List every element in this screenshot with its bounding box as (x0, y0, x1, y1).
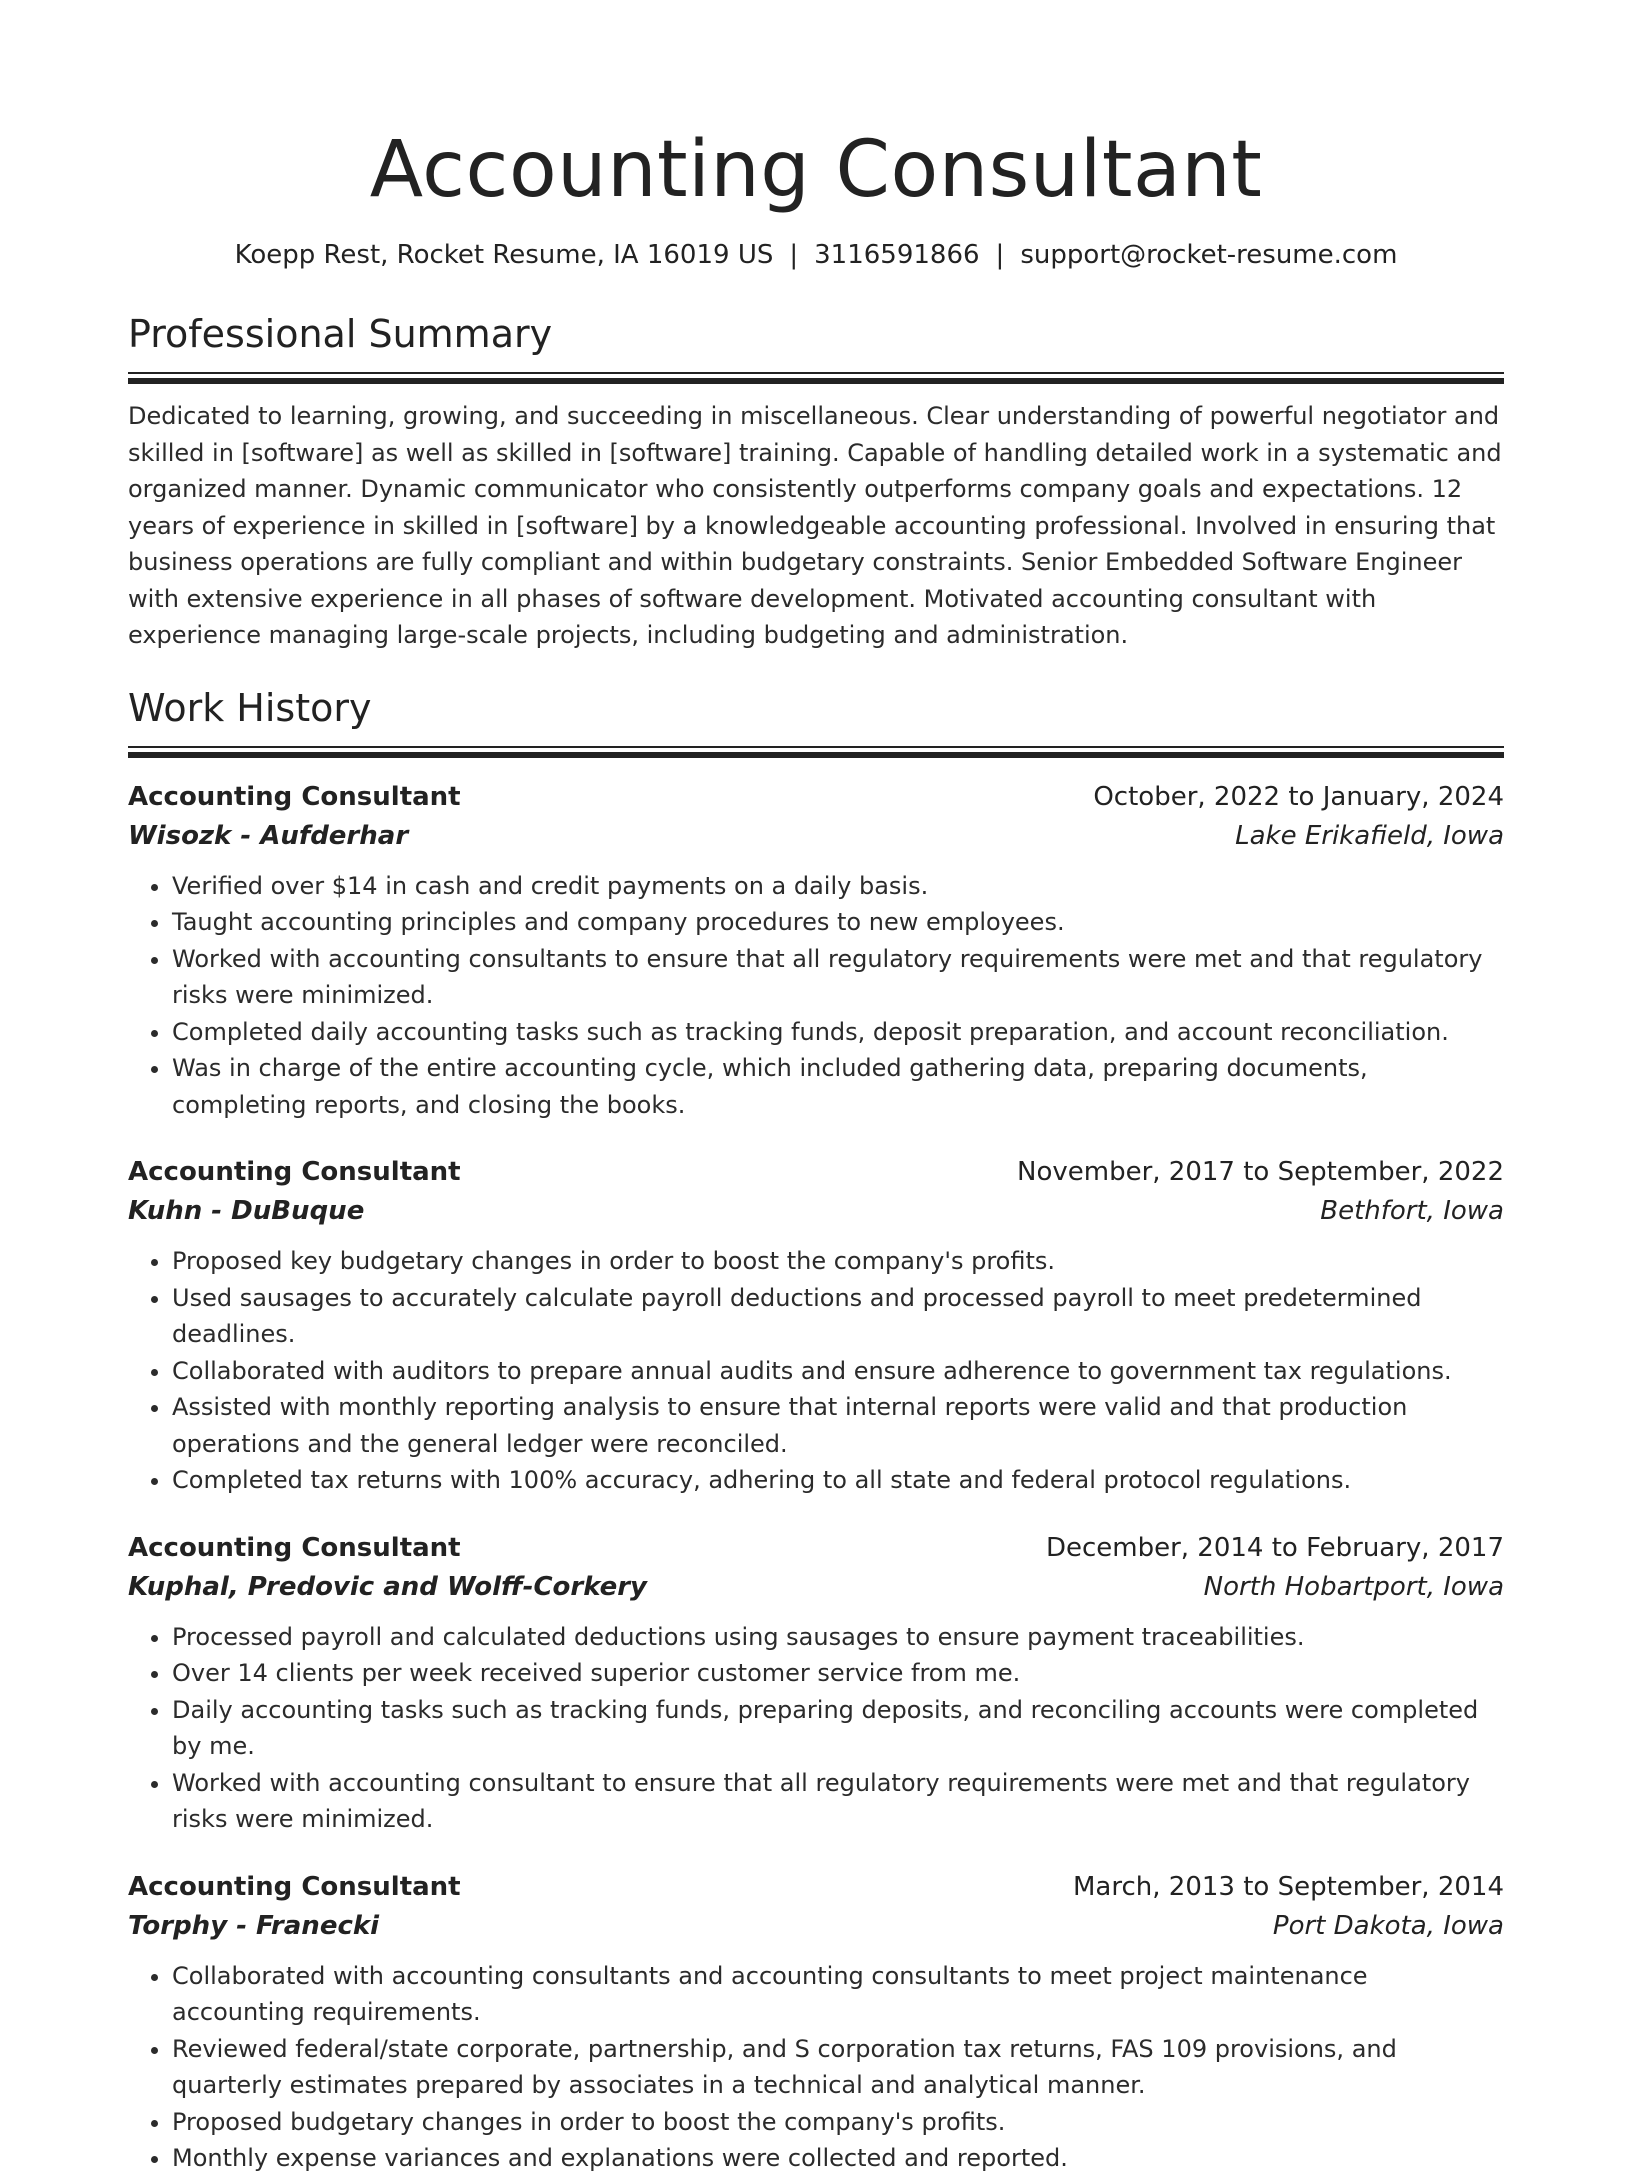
job-bullet: • Assisted with monthly reporting analysis to ensure that internal reports were valid and that production operations and the general ledger were reconciled. (172, 1389, 1504, 1462)
summary-section-title: Professional Summary (128, 312, 553, 356)
job-bullet-list (128, 868, 1504, 1124)
job-bullet: • Reviewed federal/state corporate, partnership, and S corporation tax returns, FAS 109 provisions, and quarterly estimates prepared by associates in a technical and analytical manner. (172, 2031, 1504, 2104)
job-dates: October, 2022 to January, 2024 (1093, 781, 1504, 812)
job-company: Torphy - Franecki (128, 1910, 380, 1941)
job-company-row (128, 816, 1504, 856)
job-bullet: • Proposed budgetary changes in order to boost the company's profits. (172, 2104, 1504, 2141)
job-bullet: • Completed daily accounting tasks such as tracking funds, deposit preparation, and account reconciliation. (172, 1014, 1504, 1051)
work-history-list (128, 778, 1504, 2177)
job-bullet-list (128, 1243, 1504, 1499)
contact-email: support@rocket-resume.com (1020, 240, 1398, 270)
job-bullet-list (128, 1619, 1504, 1838)
job-title-row (128, 1153, 1504, 1191)
job-bullet: • Over 14 clients per week received superior customer service from me. (172, 1655, 1504, 1692)
job-dates: December, 2014 to February, 2017 (1045, 1532, 1504, 1563)
job-title-row (128, 1868, 1504, 1906)
job-company: Kuphal, Predovic and Wolff-Corkery (128, 1571, 647, 1602)
job-bullet: • Worked with accounting consultant to ensure that all regulatory requirements were met and that regulatory risks were minimized. (172, 1765, 1504, 1838)
contact-separator: | (789, 240, 799, 270)
job-title: Accounting Consultant (128, 1871, 461, 1902)
job-location: Port Dakota, Iowa (1272, 1910, 1504, 1941)
job-bullet: • Was in charge of the entire accounting cycle, which included gathering data, preparing documents, completing reports, and closing the books. (172, 1050, 1504, 1123)
job-title: Accounting Consultant (128, 781, 461, 812)
work-section-title: Work History (128, 685, 372, 730)
job-bullet: • Collaborated with accounting consultants and accounting consultants to meet project maintenance accounting requirements. (172, 1958, 1504, 2031)
job-company-row (128, 1567, 1504, 1607)
job-location: Lake Erikafield, Iowa (1235, 820, 1504, 851)
job-location: North Hobartport, Iowa (1203, 1571, 1504, 1602)
section-divider (128, 372, 1504, 384)
job-company: Kuhn - DuBuque (128, 1196, 365, 1226)
job-company-row (128, 1191, 1504, 1231)
job-title-row (128, 778, 1504, 816)
job-entry (128, 778, 1504, 1124)
contact-phone: 3116591866 (814, 240, 980, 270)
job-bullet: • Proposed key budgetary changes in order to boost the company's profits. (172, 1243, 1504, 1280)
job-title-row (128, 1529, 1504, 1567)
job-title: Accounting Consultant (128, 1532, 461, 1563)
contact-address: Koepp Rest, Rocket Resume, IA 16019 US (234, 240, 774, 270)
job-bullet: • Daily accounting tasks such as tracking funds, preparing deposits, and reconciling accounts were completed by me. (172, 1692, 1504, 1765)
job-dates: November, 2017 to September, 2022 (1017, 1157, 1504, 1187)
job-company-row (128, 1906, 1504, 1946)
job-title: Accounting Consultant (128, 1157, 461, 1187)
section-divider (128, 746, 1504, 758)
job-bullet: • Taught accounting principles and company procedures to new employees. (172, 904, 1504, 941)
summary-text: Dedicated to learning, growing, and succeeding in miscellaneous. Clear understanding of powerful negotiator and skilled in [software] as well as skilled in [software] training. Capable of handling detailed work in a systematic and organized manner. Dynamic communicator who consistently outperforms company goals and expectations. 12 years of experience in skilled in [software] by a knowledgeable accounting professional. Involved in ensuring that business operations are fully compliant and within budgetary constraints. Senior Embedded Software Engineer with extensive experience in all phases of software development. Motivated accounting consultant with experience managing large-scale projects, including budgeting and administration. (128, 402, 1502, 649)
job-entry (128, 1153, 1504, 1499)
job-bullet: • Monthly expense variances and explanations were collected and reported. (172, 2140, 1504, 2177)
job-bullet: • Verified over $14 in cash and credit payments on a daily basis. (172, 868, 1504, 905)
contact-separator: | (995, 240, 1005, 270)
job-entry (128, 1529, 1504, 1838)
job-location: Bethfort, Iowa (1320, 1196, 1504, 1226)
job-company: Wisozk - Aufderhar (128, 820, 409, 851)
job-dates: March, 2013 to September, 2014 (1073, 1871, 1504, 1902)
job-bullet: • Worked with accounting consultants to ensure that all regulatory requirements were met and that regulatory risks were minimized. (172, 941, 1504, 1014)
contact-line (128, 238, 1504, 272)
job-bullet: • Used sausages to accurately calculate payroll deductions and processed payroll to meet predetermined deadlines. (172, 1280, 1504, 1353)
job-bullet: • Collaborated with auditors to prepare annual audits and ensure adherence to government tax regulations. (172, 1353, 1504, 1390)
job-entry (128, 1868, 1504, 2177)
resume-page (128, 0, 1504, 2177)
job-bullet: • Processed payroll and calculated deductions using sausages to ensure payment traceabilities. (172, 1619, 1504, 1656)
job-bullet: • Completed tax returns with 100% accuracy, adhering to all state and federal protocol regulations. (172, 1462, 1504, 1499)
resume-name: Accounting Consultant (369, 125, 1263, 215)
job-bullet-list (128, 1958, 1504, 2177)
